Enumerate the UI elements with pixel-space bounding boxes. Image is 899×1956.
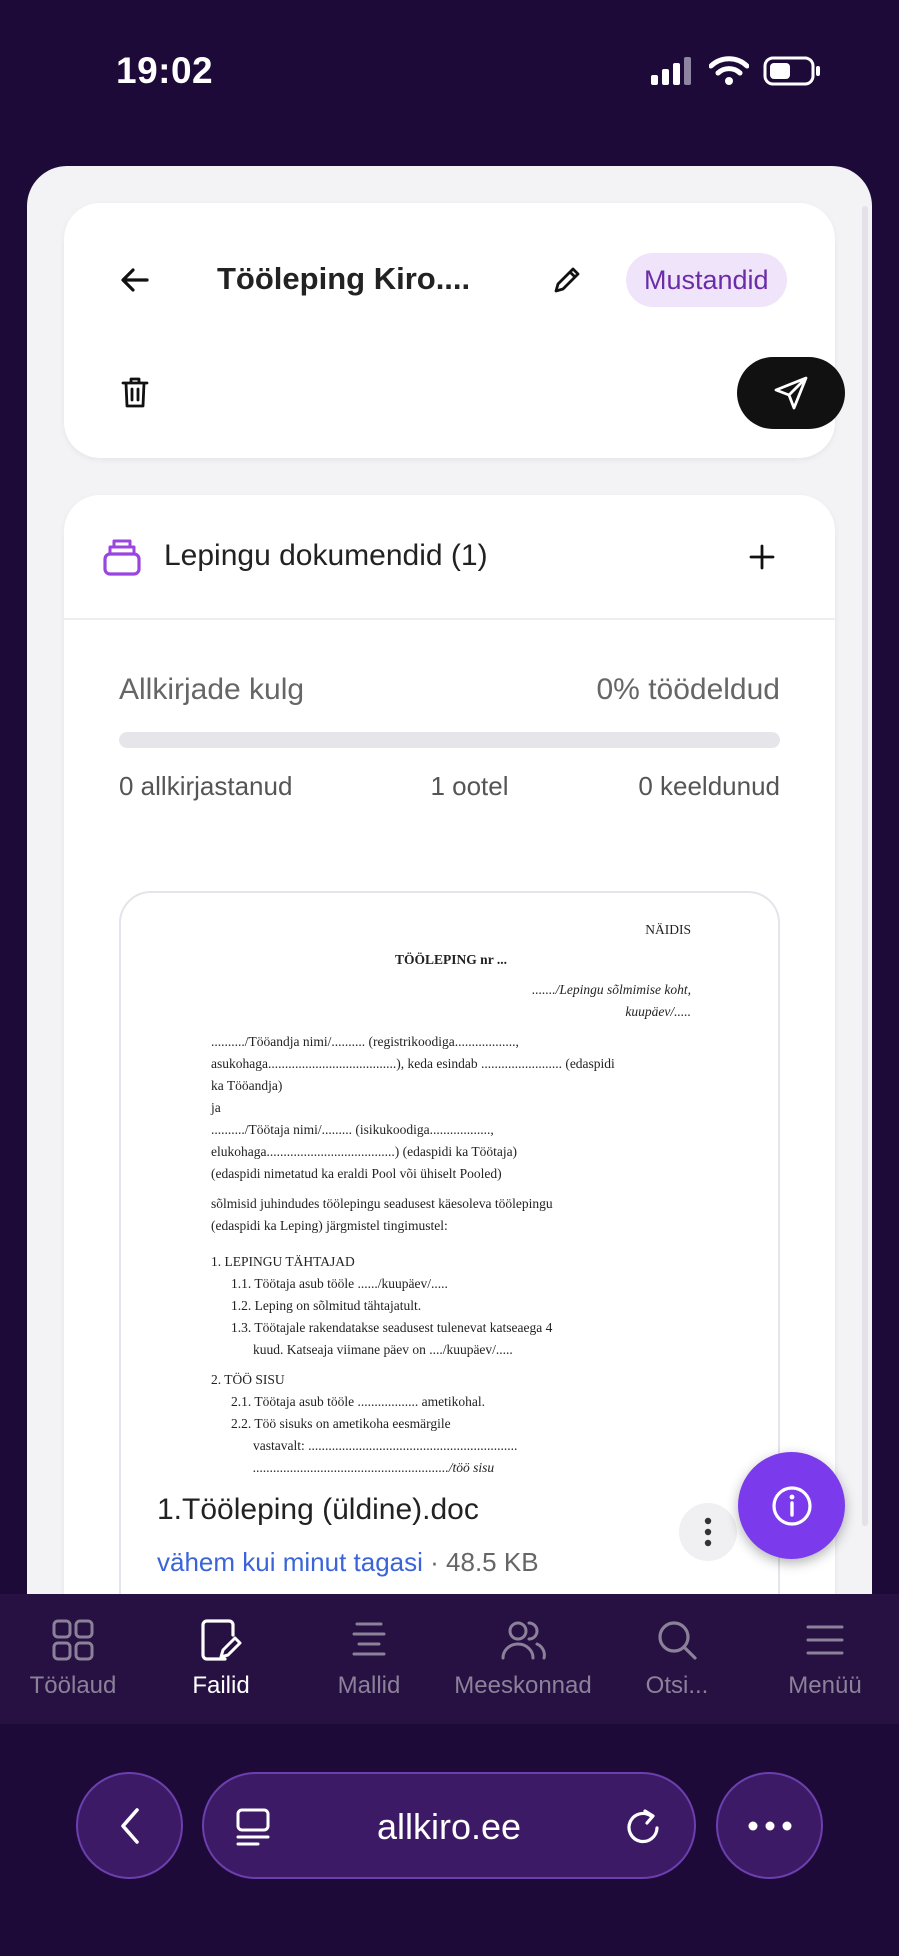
back-button[interactable] <box>104 249 166 311</box>
document-card[interactable] <box>119 891 780 1596</box>
tab-label: Meeskonnad <box>454 1672 592 1699</box>
browser-back-button[interactable] <box>76 1772 183 1879</box>
browser-more-button[interactable] <box>716 1772 823 1879</box>
battery-icon <box>763 56 821 86</box>
preview-line: ........../Tööandja nimi/.......... (registrikoodiga.................., <box>211 1034 519 1049</box>
document-header-card <box>64 203 835 458</box>
progress-percent: 0% töödeldud <box>596 673 780 706</box>
preview-line: elukohaga......................................) (edaspidi ka Töötaja) <box>211 1144 518 1159</box>
tab-menu[interactable] <box>750 1614 899 1700</box>
add-document-button[interactable] <box>732 527 792 587</box>
info-icon <box>770 1484 814 1528</box>
tab-files[interactable] <box>146 1614 296 1700</box>
more-horizontal-icon <box>747 1820 793 1832</box>
grid-icon <box>51 1618 95 1662</box>
tab-dashboard[interactable] <box>0 1614 148 1700</box>
preview-line: sõlmisid juhindudes töölepingu seadusest käesoleva töölepingu <box>211 1196 553 1211</box>
arrow-left-icon <box>119 264 151 296</box>
preview-line: vastavalt: .............................................................. <box>253 1438 518 1453</box>
main-sheet <box>27 166 872 1596</box>
tab-templates[interactable] <box>294 1614 444 1700</box>
documents-stack-icon <box>102 537 142 577</box>
trash-icon <box>119 375 151 409</box>
status-bar <box>0 0 899 150</box>
url-text[interactable]: allkiro.ee <box>376 1806 522 1847</box>
reload-icon[interactable] <box>624 1807 664 1847</box>
bottom-tab-bar <box>0 1594 899 1724</box>
preview-line: kuupäev/..... <box>625 1004 691 1019</box>
more-vertical-icon <box>703 1516 713 1548</box>
preview-line: 1.2. Leping on sõlmitud tähtajatult. <box>231 1298 422 1313</box>
documents-card <box>64 495 835 1596</box>
browser-toolbar <box>0 1724 899 1956</box>
tab-teams[interactable] <box>448 1614 598 1700</box>
scrollbar[interactable] <box>862 206 868 1526</box>
preview-line: ........................................................../töö sisu <box>253 1460 495 1475</box>
preview-line: ......./Lepingu sõlmimise koht, <box>532 982 691 997</box>
file-size: · 48.5 KB <box>430 1547 539 1577</box>
file-modified-time: vähem kui minut tagasi <box>157 1547 423 1577</box>
status-badge: Mustandid <box>626 253 787 307</box>
declined-count: 0 keeldunud <box>638 771 780 801</box>
documents-header <box>64 495 835 620</box>
pending-count: 1 ootel <box>430 771 509 801</box>
preview-line: (edaspidi ka Leping) järgmistel tingimustel: <box>211 1218 448 1233</box>
file-meta <box>157 1547 539 1578</box>
file-name[interactable]: 1.Tööleping (üldine).doc <box>157 1493 479 1526</box>
signed-count: 0 allkirjastanud <box>119 771 293 801</box>
cellular-signal-icon <box>651 57 695 85</box>
preview-line: ja <box>211 1100 221 1115</box>
preview-line: 1.1. Töötaja asub tööle ....../kuupäev/..... <box>231 1276 448 1291</box>
documents-title: Lepingu dokumendid (1) <box>164 539 488 572</box>
send-button[interactable] <box>737 357 845 429</box>
status-time: 19:02 <box>116 50 214 91</box>
tab-label: Failid <box>192 1672 250 1699</box>
tab-search[interactable] <box>602 1614 752 1700</box>
file-edit-icon <box>199 1617 243 1663</box>
preview-line: (edaspidi nimetatud ka eraldi Pool või ühiselt Pooled) <box>211 1166 502 1181</box>
address-bar[interactable] <box>202 1772 696 1879</box>
plus-icon <box>748 543 776 571</box>
file-options-button[interactable] <box>679 1503 737 1561</box>
search-icon <box>655 1618 699 1662</box>
tab-label: Otsi... <box>645 1672 709 1699</box>
preview-line: TÖÖLEPING nr ... <box>395 952 507 967</box>
hamburger-menu-icon <box>805 1622 845 1658</box>
text-align-icon <box>351 1620 387 1660</box>
preview-line: ........../Töötaja nimi/......... (isikukoodiga.................., <box>211 1122 494 1137</box>
preview-line: 2. TÖÖ SISU <box>211 1372 285 1387</box>
chevron-left-icon <box>115 1806 145 1846</box>
delete-button[interactable] <box>104 361 166 423</box>
preview-line: 2.1. Töötaja asub tööle .................. ametikohal. <box>231 1394 485 1409</box>
preview-line: NÄIDIS <box>645 922 691 937</box>
preview-line: 1.3. Töötajale rakendatakse seadusest tulenevat katseaega 4 <box>231 1320 553 1335</box>
pencil-icon <box>551 264 583 296</box>
page-title: Tööleping Kiro.... <box>217 261 471 296</box>
tab-label: Töölaud <box>29 1672 117 1699</box>
preview-line: asukohaga......................................), keda esindab ........................ (edaspidi <box>211 1056 615 1071</box>
send-icon <box>772 374 810 412</box>
preview-line: kuud. Katseaja viimane päev on ..../kuupäev/..... <box>253 1342 513 1357</box>
preview-line: 1. LEPINGU TÄHTAJAD <box>211 1254 355 1269</box>
tab-label: Menüü <box>788 1672 862 1699</box>
info-button[interactable] <box>738 1452 845 1559</box>
progress-label: Allkirjade kulg <box>119 673 305 706</box>
users-icon <box>499 1618 547 1662</box>
preview-line: ka Tööandja) <box>211 1078 283 1093</box>
preview-line: 2.2. Töö sisuks on ametikoha eesmärgile <box>231 1416 451 1431</box>
document-preview[interactable] <box>211 919 691 1479</box>
tab-label: Mallid <box>337 1672 401 1699</box>
rename-button[interactable] <box>536 249 598 311</box>
wifi-icon <box>709 56 749 86</box>
progress-bar <box>119 732 780 748</box>
